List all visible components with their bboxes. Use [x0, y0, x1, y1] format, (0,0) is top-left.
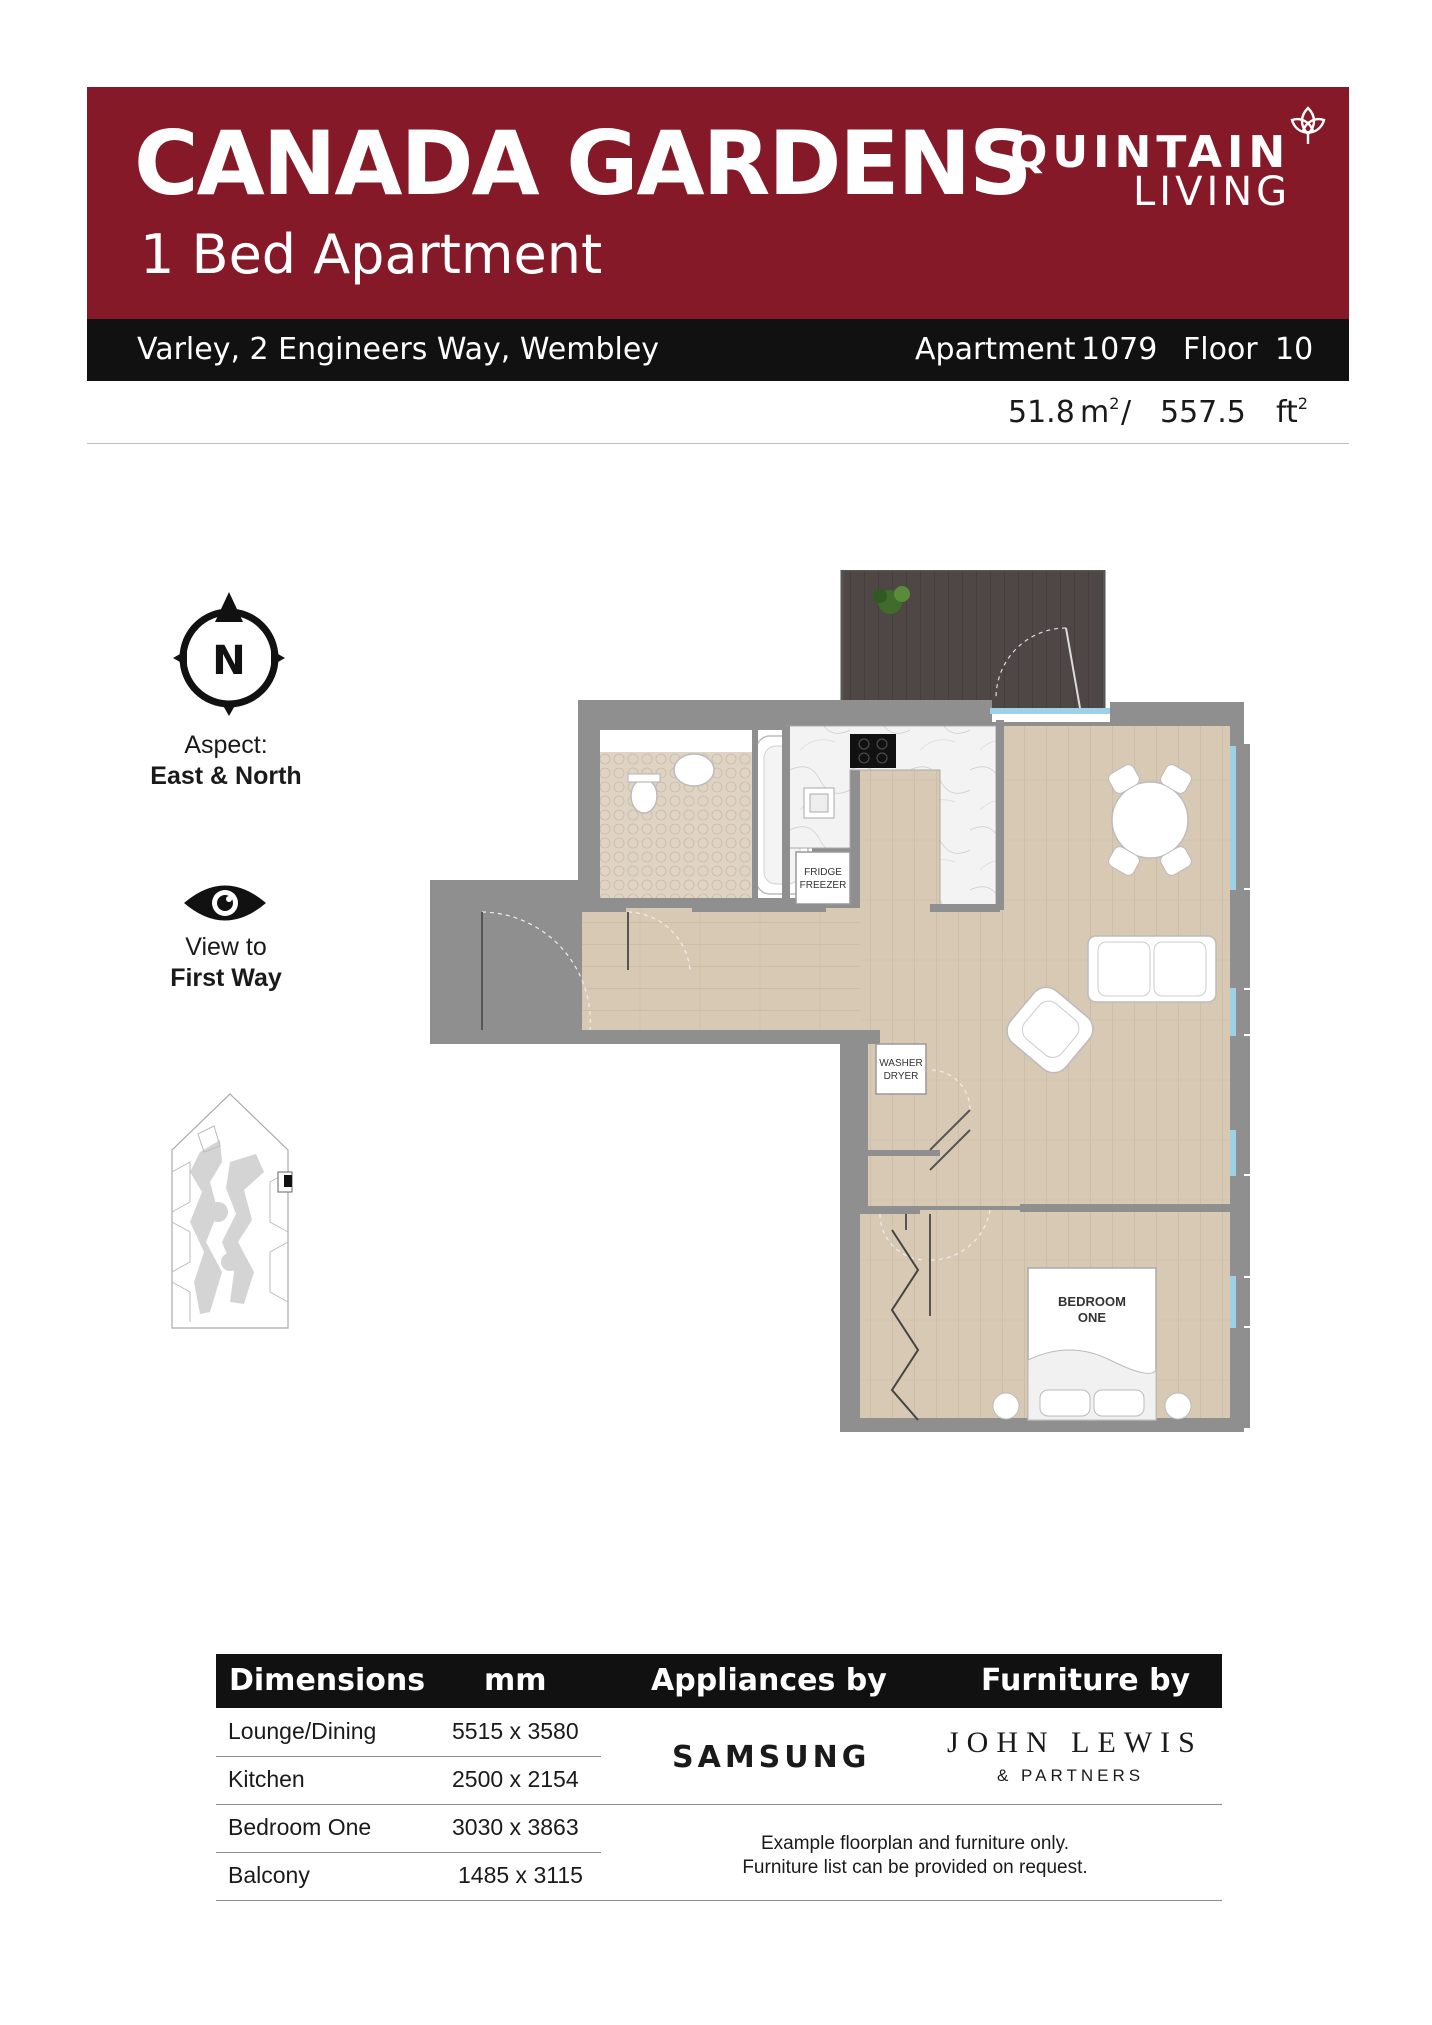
aspect-caption [116, 730, 336, 793]
compass-letter: N [212, 638, 246, 684]
row-3-room: Bedroom One [228, 1814, 372, 1840]
bedroom-label-2: ONE [1077, 1310, 1107, 1325]
apartment-type: 1 Bed Apartment [140, 223, 603, 286]
row-divider [216, 1852, 601, 1853]
info-bar [87, 319, 1349, 381]
table-bottom-rule [216, 1900, 1222, 1901]
row-4-room: Balcony [228, 1862, 310, 1888]
view-caption [116, 932, 336, 995]
header-mm: mm [484, 1663, 547, 1698]
row-3-size: 3030 x 3863 [452, 1814, 579, 1840]
area-sqm-unit: $m^2$ [1080, 394, 1120, 430]
svg-text:FREEZER: FREEZER [799, 880, 847, 891]
svg-text:WASHER: WASHER [879, 1058, 923, 1069]
area-separator: / [1121, 395, 1132, 430]
row-1-size: 5515 x 3580 [452, 1718, 579, 1744]
apartment-label: Apartment [915, 332, 1076, 367]
header-dimensions: Dimensions [229, 1663, 426, 1698]
header-furniture: Furniture by [981, 1663, 1191, 1698]
samsung-logo: SAMSUNG [672, 1740, 871, 1775]
brand-subname: LIVING [1133, 169, 1292, 215]
john-lewis-partners: & PARTNERS [997, 1766, 1145, 1785]
area-sqm: 51.8 [1008, 395, 1075, 430]
row-divider [216, 1756, 601, 1757]
row-2-room: Kitchen [228, 1766, 305, 1792]
hob-icon [850, 734, 896, 768]
apartment-number: 1079 [1081, 332, 1158, 367]
development-title: CANADA GARDENS [134, 112, 1031, 215]
area-sqft-unit: $ft^2$ [1276, 394, 1308, 430]
building-key-plan [160, 1092, 300, 1332]
aspect-value: East & North [150, 762, 302, 791]
disclaimer-line-1: Example floorplan and furniture only. [760, 1833, 1070, 1854]
svg-text:FRIDGE: FRIDGE [804, 867, 842, 878]
row-divider [216, 1804, 601, 1805]
eye-icon [182, 880, 268, 926]
svg-text:DRYER: DRYER [883, 1071, 919, 1082]
sofa [1088, 936, 1216, 1002]
divider [87, 443, 1349, 444]
bathroom-floor [600, 730, 752, 898]
brand-divider [601, 1804, 1222, 1805]
brand-name: QUINTAIN [1010, 127, 1291, 178]
row-4-size: 1485 x 3115 [458, 1862, 583, 1888]
floor-label: Floor [1183, 332, 1258, 367]
washer-dryer [876, 1044, 926, 1094]
aspect-label: Aspect: [184, 731, 268, 759]
row-2-size: 2500 x 2154 [452, 1766, 579, 1792]
brand-logo-icon [1287, 104, 1329, 146]
disclaimer-line-2: Furniture list can be provided on request. [742, 1857, 1088, 1878]
fridge-freezer [796, 852, 850, 904]
bedroom-label: BEDROOM [1058, 1294, 1126, 1309]
toilet-icon [631, 779, 657, 813]
john-lewis-logo: JOHN LEWIS [947, 1726, 1203, 1759]
table-header [216, 1654, 1222, 1708]
window-balcony [990, 708, 1110, 714]
view-value: First Way [170, 964, 282, 993]
area-sqft: 557.5 [1160, 395, 1246, 430]
address: Varley, 2 Engineers Way, Wembley [137, 332, 660, 367]
row-1-room: Lounge/Dining [228, 1718, 377, 1744]
floor-number: 10 [1275, 332, 1314, 367]
header-appliances: Appliances by [651, 1663, 887, 1698]
north-compass-icon [173, 592, 285, 716]
basin-icon [674, 754, 714, 786]
view-label: View to [185, 933, 267, 961]
floorplan [430, 570, 1270, 1450]
